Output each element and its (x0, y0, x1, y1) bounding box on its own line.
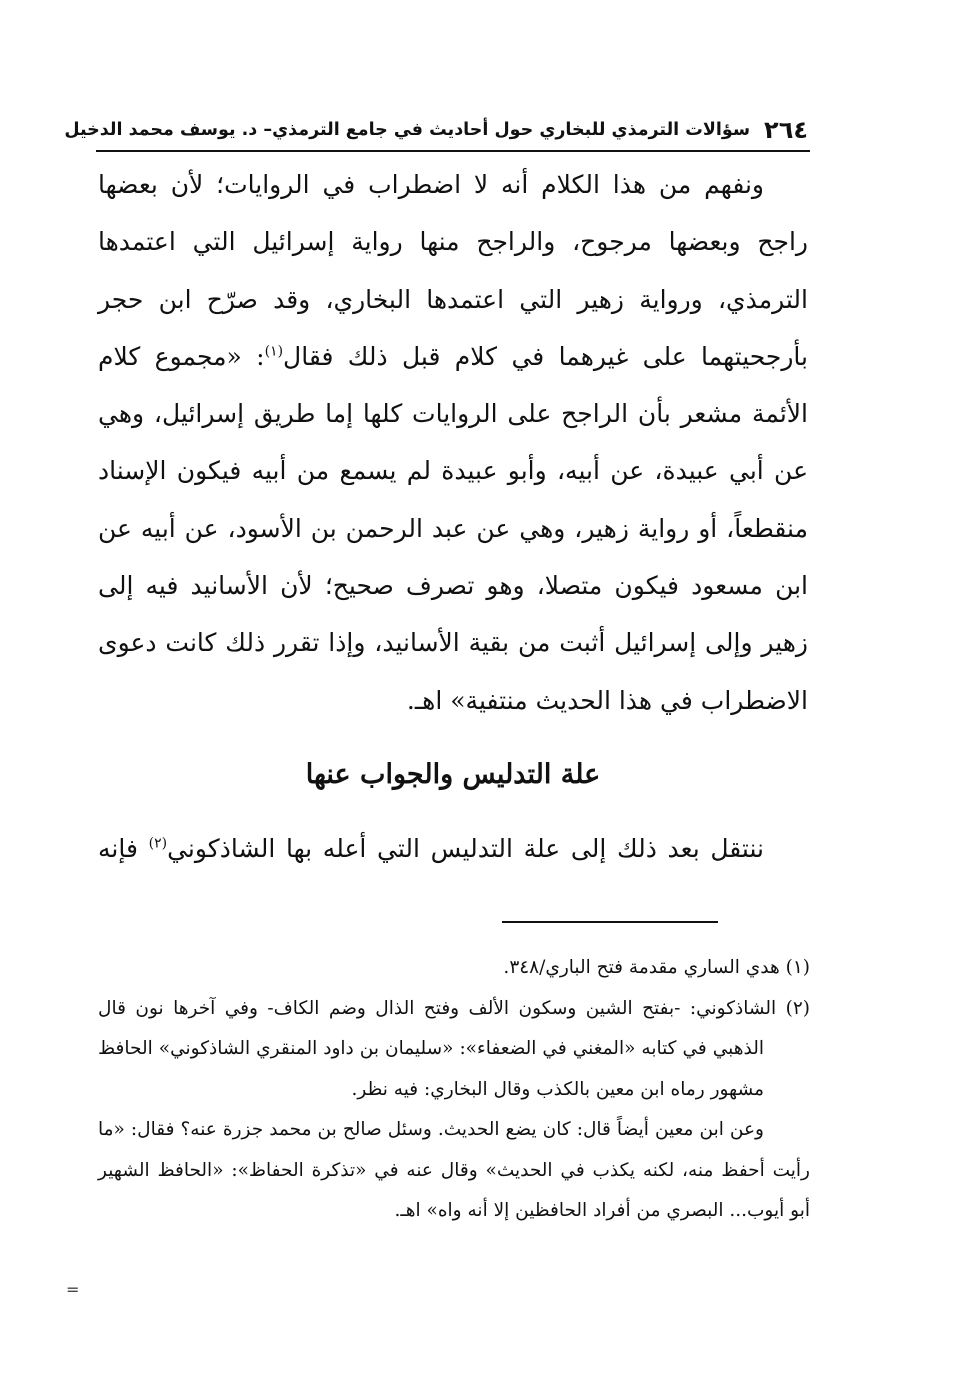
paragraph (98, 820, 808, 877)
section-text (98, 820, 808, 877)
footnote-2: (٢) الشاذكوني: -بفتح الشين وسكون الألف وفتح الذال وضم الكاف- وفي آخرها نون قال الذهبي في كتابه «المغني في الضعفاء»: «سليمان بن داود المنقري الشاذكوني» الحافظ مشهور رماه ابن معين بالكذب وقال البخاري: فيه نظر. (98, 997, 810, 1100)
paragraph-text: ونفهم من هذا الكلام أنه لا اضطراب في الروايات؛ لأن بعضها راجح وبعضها مرجوح، والراجح منها رواية إسرائيل التي اعتمدها الترمذي، ورواية زهير التي اعتمدها البخاري، وقد صرّح ابن حجر بأرجحيتهما على غيرهما في كلام قبل ذلك فقال (98, 170, 808, 371)
footnote-2-continued: وعن ابن معين أيضاً قال: كان يضع الحديث. وسئل صالح بن محمد جزرة عنه؟ فقال: «ما رأيت أحفظ منه، لكنه يكذب في الحديث» وقال عنه في «تذكرة الحفاظ»: «الحافظ الشهير أبو أيوب... البصري من أفراد الحافظين إلا أنه واه» اهـ. (98, 1119, 810, 1221)
footnotes (98, 948, 810, 1232)
main-text (98, 156, 808, 729)
footnote-1: (١) هدي الساري مقدمة فتح الباري/٣٤٨. (503, 957, 810, 978)
page-header (64, 112, 808, 148)
footnote-separator (502, 921, 718, 923)
paragraph-text: ننتقل بعد ذلك إلى علة التدليس التي أعله بها الشاذكوني (167, 834, 764, 863)
running-title: سؤالات الترمذي للبخاري حول أحاديث في جامع الترمذي– د. يوسف محمد الدخيل (64, 120, 751, 140)
paragraph-text: فإنه (98, 834, 149, 863)
section-heading: علة التدليس والجواب عنها (305, 759, 601, 790)
margin-mark: = (66, 1280, 80, 1299)
footnote-ref: (٢) (148, 835, 168, 852)
paragraph (98, 156, 808, 729)
paragraph-text: : «مجموع كلام الأئمة مشعر بأن الراجح على الروايات كلها إما طريق إسرائيل، وهي عن أبي عبيدة، عن أبيه، وأبو عبيدة لم يسمع من أبيه فيكون الإسناد منقطعاً، أو رواية زهير، وهي عن عبد الرحمن بن الأسود، عن أبيه عن ابن مسعود فيكون متصلا، وهو تصرف صحيح؛ لأن الأسانيد فيه إلى زهير وإلى إسرائيل أثبت من بقية الأسانيد، وإذا تقرر ذلك كانت دعوى الاضطراب في هذا الحديث منتفية» اهـ. (98, 341, 808, 715)
footnote-ref: (١) (264, 343, 284, 360)
header-rule (96, 150, 810, 152)
page-number: ٢٦٤ (764, 116, 808, 144)
